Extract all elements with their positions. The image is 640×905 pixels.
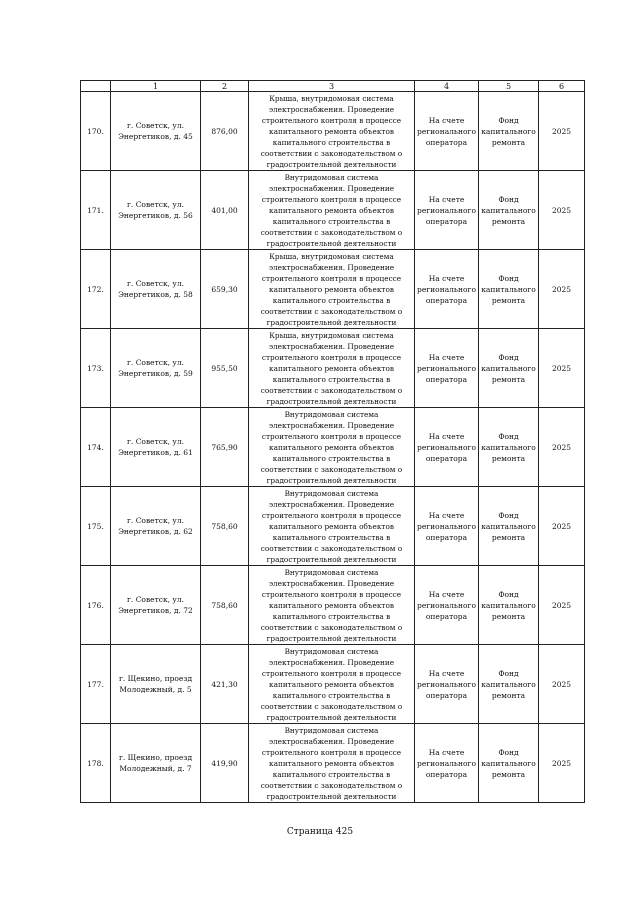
header-cell-6: 6	[539, 81, 585, 92]
year-cell: 2025	[539, 724, 585, 803]
year-cell: 2025	[539, 329, 585, 408]
header-cell-1: 1	[111, 81, 201, 92]
header-cell-2: 2	[201, 81, 249, 92]
year-cell: 2025	[539, 250, 585, 329]
financing-cell: Фонд капитального ремонта	[479, 250, 539, 329]
fund-source-cell: На счете регионального оператора	[415, 250, 479, 329]
table-row	[81, 92, 585, 171]
table-row	[81, 250, 585, 329]
financing-cell: Фонд капитального ремонта	[479, 487, 539, 566]
year-cell: 2025	[539, 408, 585, 487]
repair-program-table	[80, 80, 585, 803]
work-description-cell: Внутридомовая система электроснабжения. Проведение строительного контроля в процессе капитального ремонта объектов капитального строительства в соответствии с законодательством о градостроительной деятельности	[249, 645, 415, 724]
area-cell: 758,60	[201, 487, 249, 566]
year-cell: 2025	[539, 566, 585, 645]
financing-cell: Фонд капитального ремонта	[479, 171, 539, 250]
address-cell: г. Советск, ул. Энергетиков, д. 45	[111, 92, 201, 171]
work-description-cell: Внутридомовая система электроснабжения. Проведение строительного контроля в процессе капитального ремонта объектов капитального строительства в соответствии с законодательством о градостроительной деятельности	[249, 171, 415, 250]
address-cell: г. Советск, ул. Энергетиков, д. 59	[111, 329, 201, 408]
table-row	[81, 645, 585, 724]
year-cell: 2025	[539, 487, 585, 566]
area-cell: 876,00	[201, 92, 249, 171]
row-number: 171.	[81, 171, 111, 250]
fund-source-cell: На счете регионального оператора	[415, 487, 479, 566]
financing-cell: Фонд капитального ремонта	[479, 92, 539, 171]
row-number: 172.	[81, 250, 111, 329]
header-cell-blank	[81, 81, 111, 92]
work-description-cell: Внутридомовая система электроснабжения. Проведение строительного контроля в процессе капитального ремонта объектов капитального строительства в соответствии с законодательством о градостроительной деятельности	[249, 566, 415, 645]
address-cell: г. Щекино, проезд Молодежный, д. 5	[111, 645, 201, 724]
work-description-cell: Внутридомовая система электроснабжения. Проведение строительного контроля в процессе капитального ремонта объектов капитального строительства в соответствии с законодательством о градостроительной деятельности	[249, 487, 415, 566]
fund-source-cell: На счете регионального оператора	[415, 645, 479, 724]
header-cell-3: 3	[249, 81, 415, 92]
financing-cell: Фонд капитального ремонта	[479, 408, 539, 487]
address-cell: г. Советск, ул. Энергетиков, д. 62	[111, 487, 201, 566]
table-row	[81, 724, 585, 803]
header-cell-4: 4	[415, 81, 479, 92]
table-row	[81, 408, 585, 487]
row-number: 174.	[81, 408, 111, 487]
area-cell: 421,30	[201, 645, 249, 724]
address-cell: г. Советск, ул. Энергетиков, д. 61	[111, 408, 201, 487]
table-row	[81, 566, 585, 645]
row-number: 173.	[81, 329, 111, 408]
row-number: 176.	[81, 566, 111, 645]
year-cell: 2025	[539, 645, 585, 724]
address-cell: г. Советск, ул. Энергетиков, д. 58	[111, 250, 201, 329]
work-description-cell: Крыша, внутридомовая система электроснабжения. Проведение строительного контроля в процессе капитального ремонта объектов капитального строительства в соответствии с законодательством о градостроительной деятельности	[249, 329, 415, 408]
area-cell: 659,30	[201, 250, 249, 329]
fund-source-cell: На счете регионального оператора	[415, 408, 479, 487]
financing-cell: Фонд капитального ремонта	[479, 724, 539, 803]
work-description-cell: Внутридомовая система электроснабжения. Проведение строительного контроля в процессе капитального ремонта объектов капитального строительства в соответствии с законодательством о градостроительной деятельности	[249, 724, 415, 803]
fund-source-cell: На счете регионального оператора	[415, 724, 479, 803]
row-number: 178.	[81, 724, 111, 803]
fund-source-cell: На счете регионального оператора	[415, 566, 479, 645]
table-header-row	[81, 81, 585, 92]
table-row	[81, 329, 585, 408]
row-number: 177.	[81, 645, 111, 724]
fund-source-cell: На счете регионального оператора	[415, 92, 479, 171]
fund-source-cell: На счете регионального оператора	[415, 171, 479, 250]
work-description-cell: Внутридомовая система электроснабжения. Проведение строительного контроля в процессе капитального ремонта объектов капитального строительства в соответствии с законодательством о градостроительной деятельности	[249, 408, 415, 487]
area-cell: 758,60	[201, 566, 249, 645]
year-cell: 2025	[539, 171, 585, 250]
row-number: 175.	[81, 487, 111, 566]
table-row	[81, 487, 585, 566]
year-cell: 2025	[539, 92, 585, 171]
fund-source-cell: На счете регионального оператора	[415, 329, 479, 408]
area-cell: 419,90	[201, 724, 249, 803]
area-cell: 955,50	[201, 329, 249, 408]
address-cell: г. Советск, ул. Энергетиков, д. 72	[111, 566, 201, 645]
work-description-cell: Крыша, внутридомовая система электроснабжения. Проведение строительного контроля в процессе капитального ремонта объектов капитального строительства в соответствии с законодательством о градостроительной деятельности	[249, 92, 415, 171]
area-cell: 401,00	[201, 171, 249, 250]
financing-cell: Фонд капитального ремонта	[479, 645, 539, 724]
page-number: Страница 425	[286, 827, 354, 837]
area-cell: 765,90	[201, 408, 249, 487]
work-description-cell: Крыша, внутридомовая система электроснабжения. Проведение строительного контроля в процессе капитального ремонта объектов капитального строительства в соответствии с законодательством о градостроительной деятельности	[249, 250, 415, 329]
address-cell: г. Щекино, проезд Молодежный, д. 7	[111, 724, 201, 803]
financing-cell: Фонд капитального ремонта	[479, 329, 539, 408]
header-cell-5: 5	[479, 81, 539, 92]
address-cell: г. Советск, ул. Энергетиков, д. 56	[111, 171, 201, 250]
table-row	[81, 171, 585, 250]
row-number: 170.	[81, 92, 111, 171]
financing-cell: Фонд капитального ремонта	[479, 566, 539, 645]
